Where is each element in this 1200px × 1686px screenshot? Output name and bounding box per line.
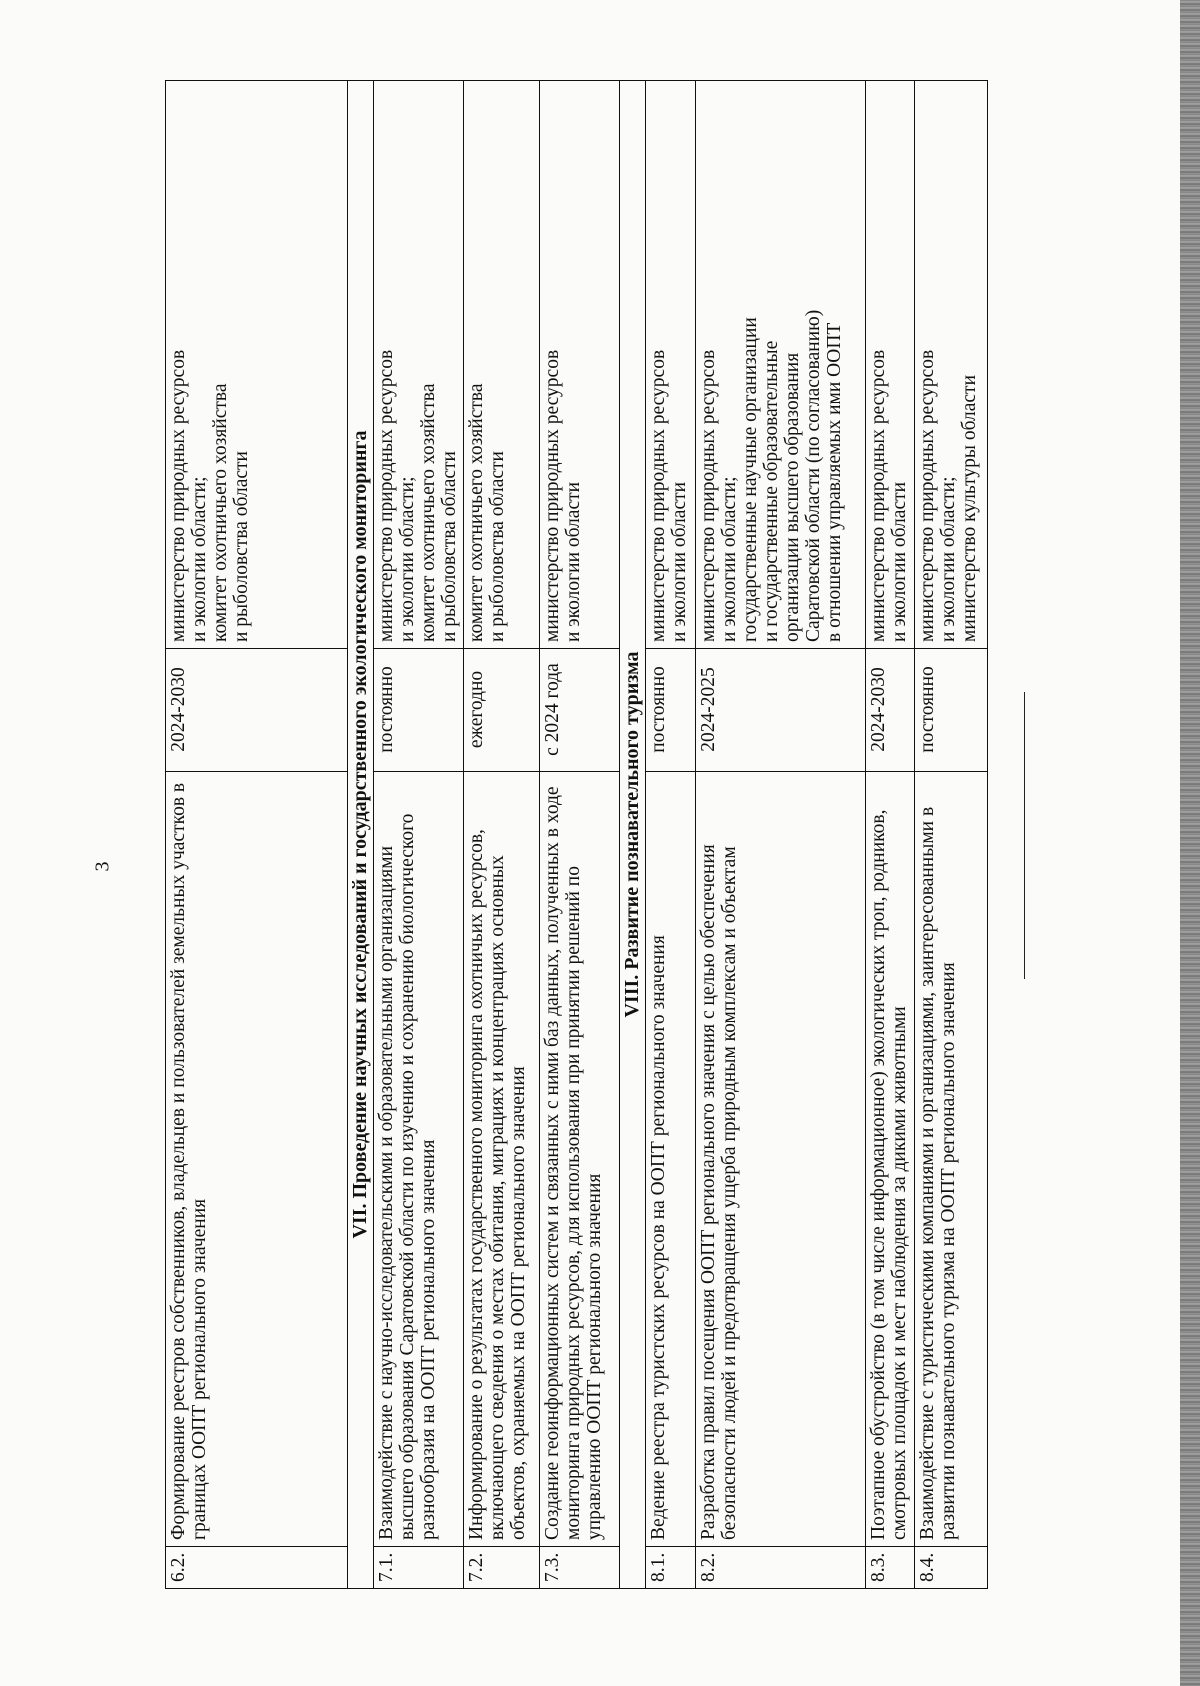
responsible-line: и рыболовства области (487, 451, 508, 642)
activity-text: Ведение реестра туристских ресурсов на ООПТ регионального значения (646, 772, 696, 1547)
table-row (866, 81, 915, 1589)
activities-table (165, 80, 988, 1589)
responsible-line: и рыболовства области (231, 451, 252, 642)
period-text: с 2024 года (540, 649, 620, 772)
row-number: 6.2. (166, 1547, 348, 1589)
table-row (464, 81, 540, 1589)
table-row (646, 81, 696, 1589)
responsible-cell (696, 81, 866, 649)
responsible-line: комитет охотничьего хозяйства (418, 383, 439, 642)
table-row (374, 81, 464, 1589)
row-number: 7.3. (540, 1547, 620, 1589)
responsible-cell (866, 81, 915, 649)
period-text: постоянно (646, 649, 696, 772)
activity-text: Поэтапное обустройство (в том числе информационное) экологических троп, родников, смотровых площадок и мест наблюдения за дикими животными (866, 772, 915, 1547)
responsible-line: и экологии области; (397, 476, 418, 642)
responsible-line: и рыболовства области (439, 451, 460, 642)
row-number: 7.1. (374, 1547, 464, 1589)
table-row (166, 81, 348, 1589)
responsible-line: министерство природных ресурсов (648, 349, 669, 642)
period-text: 2024-2030 (166, 649, 348, 772)
responsible-line: организации высшего образования (782, 352, 803, 642)
activity-text: Информирование о результатах государственного мониторинга охотничьих ресурсов, включающего сведения о местах обитания, миграциях и концентрациях основных объектов, охраняемых на ООПТ регионального значения (464, 772, 540, 1547)
table-row (915, 81, 988, 1589)
responsible-line: и экологии области; (189, 476, 210, 642)
responsible-line: министерство культуры области (959, 374, 980, 642)
row-number: 8.1. (646, 1547, 696, 1589)
scan-edge (1180, 0, 1200, 1686)
responsible-cell (646, 81, 696, 649)
responsible-line: министерство природных ресурсов (917, 349, 938, 642)
responsible-line: и экологии области (563, 481, 584, 642)
responsible-line: министерство природных ресурсов (542, 349, 563, 642)
responsible-line: министерство природных ресурсов (376, 349, 397, 642)
responsible-cell (915, 81, 988, 649)
section-title: VIII. Развитие познавательного туризма (620, 81, 646, 1589)
responsible-cell (540, 81, 620, 649)
period-text: постоянно (915, 649, 988, 772)
row-number: 8.3. (866, 1547, 915, 1589)
activity-text: Формирование реестров собственников, владельцев и пользователей земельных участков в границах ООПТ регионального значения (166, 772, 348, 1547)
responsible-line: и экологии области (889, 481, 910, 642)
responsible-line: министерство природных ресурсов (868, 349, 889, 642)
page-number: 3 (91, 861, 114, 872)
closing-line (1024, 692, 1025, 979)
row-number: 8.4. (915, 1547, 988, 1589)
responsible-line: комитет охотничьего хозяйства (210, 383, 231, 642)
period-text: 2024-2030 (866, 649, 915, 772)
period-text: постоянно (374, 649, 464, 772)
responsible-line: Саратовской области (по согласованию) (803, 309, 824, 642)
period-text: ежегодно (464, 649, 540, 772)
responsible-line: и экологии области; (938, 476, 959, 642)
activity-text: Создание геоинформационных систем и связанных с ними баз данных, полученных в ходе мониторинга природных ресурсов, для использования при принятии решений по управлению ООПТ регионального значения (540, 772, 620, 1547)
responsible-line: комитет охотничьего хозяйства (466, 383, 487, 642)
rotated-table-wrapper (165, 81, 980, 1589)
responsible-line: и экологии области; (719, 476, 740, 642)
activity-text: Взаимодействие с туристическими компаниями и организациями, заинтересованными в развитии познавательного туризма на ООПТ регионального значения (915, 772, 988, 1547)
responsible-cell (374, 81, 464, 649)
responsible-line: министерство природных ресурсов (698, 349, 719, 642)
activity-text: Разработка правил посещения ООПТ регионального значения с целью обеспечения безопасности людей и предотвращения ущерба природным комплексам и объектам (696, 772, 866, 1547)
period-text: 2024-2025 (696, 649, 866, 772)
row-number: 7.2. (464, 1547, 540, 1589)
section-title: VII. Проведение научных исследований и государственного экологического мониторинга (348, 81, 374, 1589)
row-number: 8.2. (696, 1547, 866, 1589)
responsible-cell (166, 81, 348, 649)
responsible-line: государственные научные организации (740, 317, 761, 642)
table-row (540, 81, 620, 1589)
responsible-line: и экологии области (669, 481, 690, 642)
activity-text: Взаимодействие с научно-исследовательскими и образовательными организациями высшего образования Саратовской области по изучению и сохранению биологического разнообразия на ООПТ регионального значения (374, 772, 464, 1547)
section-row (620, 81, 646, 1589)
responsible-line: министерство природных ресурсов (168, 349, 189, 642)
section-row (348, 81, 374, 1589)
responsible-cell (464, 81, 540, 649)
responsible-line: и государственные образовательные (761, 340, 782, 642)
responsible-line: в отношении управляемых ими ООПТ (824, 322, 845, 642)
table-row (696, 81, 866, 1589)
